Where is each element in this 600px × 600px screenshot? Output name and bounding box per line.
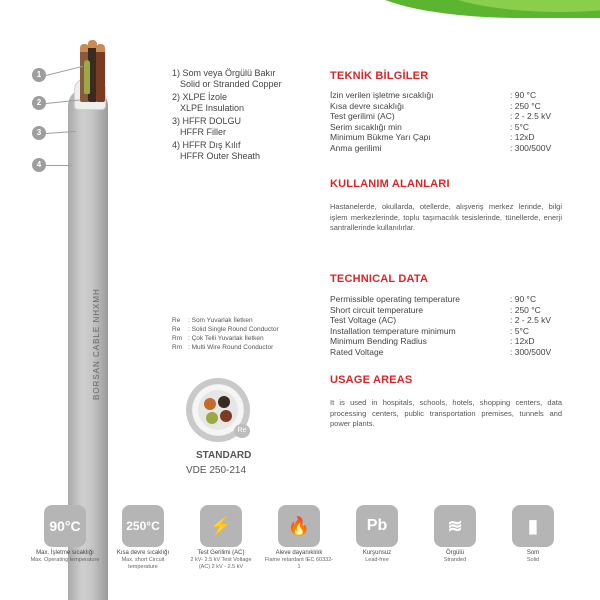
legend-tr: 2) XLPE İzole (172, 92, 228, 102)
cable-marking: BORSAN CABLE NHXMH (92, 288, 101, 400)
core-green (84, 60, 90, 94)
spec-key: Short circuit temperature (330, 304, 424, 315)
solid-icon: ▮ (512, 505, 554, 547)
operating-temp-icon: 90°C (44, 505, 86, 547)
legend-item (172, 116, 282, 138)
marker-3: 3 (32, 126, 46, 140)
spec-value: : 250 °C (510, 304, 541, 315)
spec-value: : 5°C (510, 121, 529, 132)
legend-en: XLPE Insulation (180, 103, 245, 113)
legend-en: HFFR Outer Sheath (180, 151, 261, 161)
code-abbr: Re (172, 326, 181, 333)
spec-row (330, 326, 590, 337)
spec-key: Test gerilimi (AC) (330, 111, 395, 121)
icon-sublabel: Flame retardant IEC 60332-1 (264, 557, 334, 570)
spec-row (330, 90, 590, 101)
code-text: : Som Yuvarlak İletken (188, 317, 253, 324)
legend-tr: 1) Som veya Örgülü Bakır (172, 68, 276, 78)
spec-value: : 2 - 2.5 kV (510, 111, 552, 121)
spec-value: : 90 °C (510, 294, 537, 304)
legend-tr: 4) HFFR Dış Kılıf (172, 140, 241, 150)
icon-card-flame (264, 505, 334, 570)
spec-key: Serim sıcaklığı min (330, 121, 402, 132)
usage-text: It is used in hospitals, schools, hotels, shopping centers, data processing centers, public transportation premises, tunnels and power plants. (330, 398, 562, 428)
spec-key: Anma gerilimi (330, 142, 382, 153)
stranded-icon: ≋ (434, 505, 476, 547)
spec-value: : 90 °C (510, 90, 537, 100)
icon-label: Test Gerilimi (AC) (197, 550, 245, 556)
spec-row (330, 122, 590, 133)
icon-label: Kısa devre sıcaklığı (116, 550, 170, 556)
code-text: : Multi Wire Round Conductor (188, 344, 274, 351)
usage-title: USAGE AREAS (330, 374, 413, 386)
short-circuit-icon: 250°C (122, 505, 164, 547)
icon-sublabel: Stranded (443, 557, 467, 563)
spec-row (330, 143, 590, 154)
code-row (172, 334, 279, 343)
code-row (172, 325, 279, 334)
spec-row (330, 111, 590, 122)
legend-item (172, 68, 282, 90)
legend-en: Solid or Stranded Copper (180, 79, 282, 89)
icon-sublabel: 2 kV- 2.5 kV Test Voltage (AC) 2 kV - 2.5 kV (190, 557, 252, 570)
code-row (172, 316, 279, 325)
spec-key: Minimum Bending Radius (330, 336, 427, 346)
legend-item (172, 140, 282, 162)
component-legend (172, 68, 282, 164)
technical-table (330, 294, 590, 357)
spec-value: : 5°C (510, 325, 529, 336)
leader-4 (46, 165, 72, 166)
spec-value: : 300/500V (510, 142, 552, 153)
icon-sublabel: Lead-free (365, 557, 389, 563)
spec-key: Installation temperature minimum (330, 325, 456, 336)
conductor-codes (172, 316, 279, 352)
icon-card-lead-free (342, 505, 412, 564)
kullanim-title: KULLANIM ALANLARI (330, 178, 450, 190)
spec-key: Minimum Bükme Yarı Çapı (330, 132, 431, 142)
core-brown (96, 44, 105, 102)
kullanim-text: Hastanelerde, okullarda, otellerde, alışveriş merkez lerinde, bilgi işlem merkezlerinde, toplu taşımacılık tesislerinde, tünellerde, enerji santrallerinde kullanılırlar. (330, 202, 562, 232)
marker-1: 1 (32, 68, 46, 82)
code-abbr: Rm (172, 344, 183, 351)
icon-label: Max. İşletme sıcaklığı (36, 550, 94, 556)
marker-4: 4 (32, 158, 46, 172)
test-voltage-icon: ⚡ (200, 505, 242, 547)
spec-row (330, 101, 590, 112)
property-icons (30, 505, 590, 600)
icon-card-short-circuit (108, 505, 178, 570)
spec-row (330, 347, 590, 358)
icon-label: Som (526, 550, 540, 556)
technical-title: TECHNICAL DATA (330, 273, 429, 285)
spec-row (330, 305, 590, 316)
spec-value: : 2 - 2.5 kV (510, 315, 552, 325)
spec-key: Test Voltage (AC) (330, 315, 397, 325)
teknik-table (330, 90, 590, 153)
legend-tr: 3) HFFR DOLGU (172, 116, 242, 126)
legend-en: HFFR Filler (180, 127, 226, 137)
spec-key: Permissible operating temperature (330, 294, 460, 304)
marker-2: 2 (32, 96, 46, 110)
legend-item (172, 92, 282, 114)
lead-free-icon: Pb (356, 505, 398, 547)
badge-code: Re (234, 424, 250, 438)
icon-sublabel: Max. short Circuit temperature (121, 557, 165, 570)
leader-1 (46, 66, 83, 76)
code-abbr: Rm (172, 335, 183, 342)
spec-key: İzin verilen işletme sıcaklığı (330, 90, 434, 100)
spec-value: : 300/500V (510, 346, 552, 357)
spec-key: Rated Voltage (330, 346, 384, 357)
spec-row (330, 315, 590, 326)
spec-value: : 12xD (510, 336, 535, 346)
spec-row (330, 336, 590, 347)
teknik-title: TEKNİK BİLGİLER (330, 70, 429, 82)
header-band (0, 0, 600, 18)
icon-card-solid (498, 505, 568, 564)
cross-section-badge (186, 378, 250, 442)
standard-title: STANDARD (196, 450, 252, 461)
icon-label: Kurşunsuz (362, 550, 392, 556)
code-row (172, 343, 279, 352)
spec-row (330, 132, 590, 143)
code-text: : Solid Single Round Conductor (188, 326, 279, 333)
icon-card-operating-temp (30, 505, 100, 564)
spec-value: : 250 °C (510, 100, 541, 111)
spec-key: Kısa devre sıcaklığı (330, 100, 405, 111)
icon-card-test-voltage (186, 505, 256, 570)
icon-label: Aleve dayanıklılık (275, 550, 323, 556)
code-text: : Çok Telli Yuvarlak İletken (188, 335, 264, 342)
spec-value: : 12xD (510, 132, 535, 142)
flame-retardant-icon: 🔥 (278, 505, 320, 547)
icon-sublabel: Solid (526, 557, 540, 563)
code-abbr: Re (172, 317, 181, 324)
icon-sublabel: Max. Operating temperature (30, 557, 100, 563)
spec-row (330, 294, 590, 305)
icon-label: Örgülü (445, 550, 464, 556)
standard-number: VDE 250-214 (186, 465, 247, 476)
icon-card-stranded (420, 505, 490, 564)
